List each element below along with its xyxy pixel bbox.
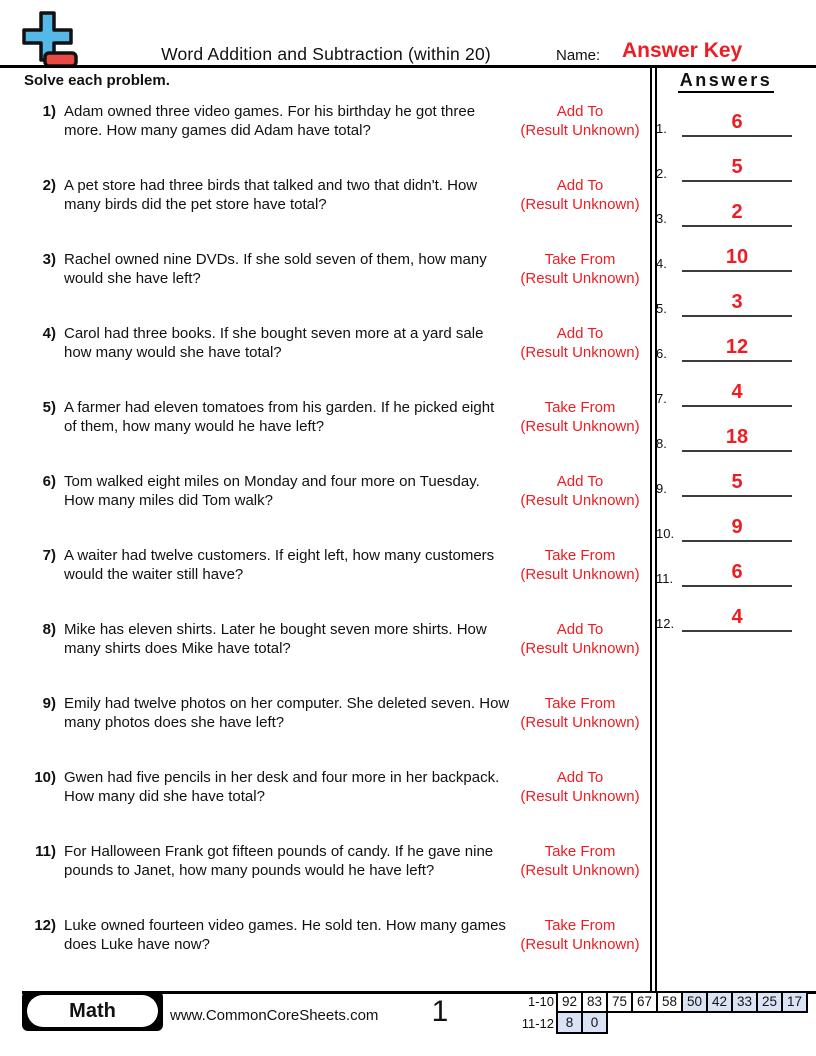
problem-item-3 <box>24 250 650 288</box>
problem-item-4 <box>24 324 650 362</box>
problem-type-label: Add To (Result Unknown) <box>520 103 640 139</box>
problem-type-label: Take From (Result Unknown) <box>520 251 640 287</box>
math-subject-badge <box>22 991 163 1031</box>
problem-number: 12) <box>34 917 56 934</box>
score-row-11-12 <box>514 1013 808 1035</box>
problem-text: Gwen had five pencils in her desk and four more in her backpack. How many did she have total? <box>64 769 500 805</box>
problem-item-2 <box>24 176 650 214</box>
answer-number: 9. <box>656 481 667 496</box>
problem-type-label: Add To (Result Unknown) <box>520 473 640 509</box>
problem-number: 10) <box>34 769 56 786</box>
problem-text: Mike has eleven shirts. Later he bought seven more shirts. How many shirts does Mike have total? <box>64 621 487 657</box>
problem-item-6 <box>24 472 650 510</box>
problem-text: Adam owned three video games. For his birthday he got three more. How many games did Adam have total? <box>64 103 476 139</box>
problem-type-label: Take From (Result Unknown) <box>520 695 640 731</box>
name-label: Name: <box>556 47 601 64</box>
answer-row-11 <box>656 555 792 587</box>
math-badge-oval <box>27 995 158 1027</box>
problem-type-label: Take From (Result Unknown) <box>520 843 640 879</box>
problem-item-11 <box>24 842 650 880</box>
problem-type-label: Take From (Result Unknown) <box>520 547 640 583</box>
answer-row-6 <box>656 330 792 362</box>
problem-number: 6) <box>42 473 56 490</box>
answer-value: 9 <box>682 516 792 542</box>
answer-number: 6. <box>656 346 667 361</box>
answer-row-2 <box>656 150 792 182</box>
problem-number: 9) <box>42 695 56 712</box>
answer-value: 5 <box>682 156 792 182</box>
problem-number: 2) <box>42 177 56 194</box>
answer-row-10 <box>656 510 792 542</box>
problem-item-10 <box>24 768 650 806</box>
problem-type-label: Take From (Result Unknown) <box>520 399 640 435</box>
problem-number: 4) <box>42 325 56 342</box>
answer-number: 2. <box>656 166 667 181</box>
problem-number: 7) <box>42 547 56 564</box>
score-cell: 75 <box>606 991 633 1013</box>
problem-type-label: Add To (Result Unknown) <box>520 177 640 213</box>
problem-item-9 <box>24 694 650 732</box>
math-badge-label: Math <box>69 999 116 1022</box>
answer-value: 6 <box>682 561 792 587</box>
problem-item-7 <box>24 546 650 584</box>
score-cell: 8 <box>556 1011 583 1034</box>
page-title: Word Addition and Subtraction (within 20) <box>161 44 491 64</box>
answer-value: 10 <box>682 246 792 272</box>
answer-row-1 <box>656 105 792 137</box>
problem-number: 1) <box>42 103 56 120</box>
problem-number: 8) <box>42 621 56 638</box>
problem-type-label: Take From (Result Unknown) <box>520 917 640 953</box>
problem-item-12 <box>24 916 650 954</box>
answer-row-12 <box>656 600 792 632</box>
answer-number: 12. <box>656 616 675 631</box>
problem-number: 3) <box>42 251 56 268</box>
answer-number: 8. <box>656 436 667 451</box>
answer-key-label: Answer Key <box>622 39 743 62</box>
answer-number: 3. <box>656 211 667 226</box>
answer-value: 5 <box>682 471 792 497</box>
answer-value: 18 <box>682 426 792 452</box>
score-row-label: 11-12 <box>521 1016 554 1031</box>
problem-text: Tom walked eight miles on Monday and four more on Tuesday. How many miles did Tom walk? <box>64 473 480 509</box>
problem-type-label: Add To (Result Unknown) <box>520 769 640 805</box>
score-cell: 67 <box>631 991 658 1013</box>
answer-value: 2 <box>682 201 792 227</box>
answer-value: 12 <box>682 336 792 362</box>
answer-number: 4. <box>656 256 667 271</box>
answer-row-7 <box>656 375 792 407</box>
score-row-label: 1-10 <box>527 994 554 1009</box>
answer-value: 4 <box>682 606 792 632</box>
answer-row-5 <box>656 285 792 317</box>
website-url: www.CommonCoreSheets.com <box>170 1007 379 1024</box>
answer-row-8 <box>656 420 792 452</box>
answer-number: 7. <box>656 391 667 406</box>
answer-value: 6 <box>682 111 792 137</box>
score-cell: 92 <box>556 991 583 1013</box>
instructions: Solve each problem. <box>24 72 170 89</box>
score-cell: 33 <box>731 991 758 1013</box>
answer-value: 4 <box>682 381 792 407</box>
problem-text: A farmer had eleven tomatoes from his garden. If he picked eight of them, how many would he have left? <box>64 399 495 435</box>
page-number: 1 <box>431 995 449 1028</box>
score-cell: 17 <box>781 991 808 1013</box>
problem-text: Luke owned fourteen video games. He sold ten. How many games does Luke have now? <box>64 917 506 953</box>
problem-text: A pet store had three birds that talked and two that didn't. How many birds did the pet store have total? <box>64 177 478 213</box>
answer-row-4 <box>656 240 792 272</box>
score-cell: 0 <box>581 1011 608 1034</box>
problem-item-1 <box>24 102 650 140</box>
answer-number: 11. <box>656 571 674 586</box>
answer-row-9 <box>656 465 792 497</box>
problem-type-label: Add To (Result Unknown) <box>520 325 640 361</box>
problem-text: Rachel owned nine DVDs. If she sold seven of them, how many would she have left? <box>64 251 487 287</box>
score-row-1-10 <box>514 991 808 1013</box>
problem-text: Emily had twelve photos on her computer. She deleted seven. How many photos does she have left? <box>64 695 510 731</box>
header-divider <box>0 65 816 68</box>
answer-number: 1. <box>656 121 667 136</box>
score-cell: 50 <box>681 991 708 1013</box>
problem-text: Carol had three books. If she bought seven more at a yard sale how many would she have total? <box>64 325 484 361</box>
problem-type-label: Add To (Result Unknown) <box>520 621 640 657</box>
problem-item-8 <box>24 620 650 658</box>
answer-value: 3 <box>682 291 792 317</box>
problem-text: A waiter had twelve customers. If eight left, how many customers would the waiter still have? <box>64 547 495 583</box>
problem-text: For Halloween Frank got fifteen pounds of candy. If he gave nine pounds to Janet, how many pounds would he have left? <box>64 843 494 879</box>
score-cell: 58 <box>656 991 683 1013</box>
answer-number: 10. <box>656 526 675 541</box>
score-cell: 42 <box>706 991 733 1013</box>
score-cell: 83 <box>581 991 608 1013</box>
problem-number: 11) <box>35 843 56 860</box>
problem-number: 5) <box>42 399 56 416</box>
answer-row-3 <box>656 195 792 227</box>
answer-number: 5. <box>656 301 667 316</box>
problem-item-5 <box>24 398 650 436</box>
score-cell: 25 <box>756 991 783 1013</box>
score-table <box>514 991 808 1035</box>
answers-title: Answers <box>658 70 794 91</box>
